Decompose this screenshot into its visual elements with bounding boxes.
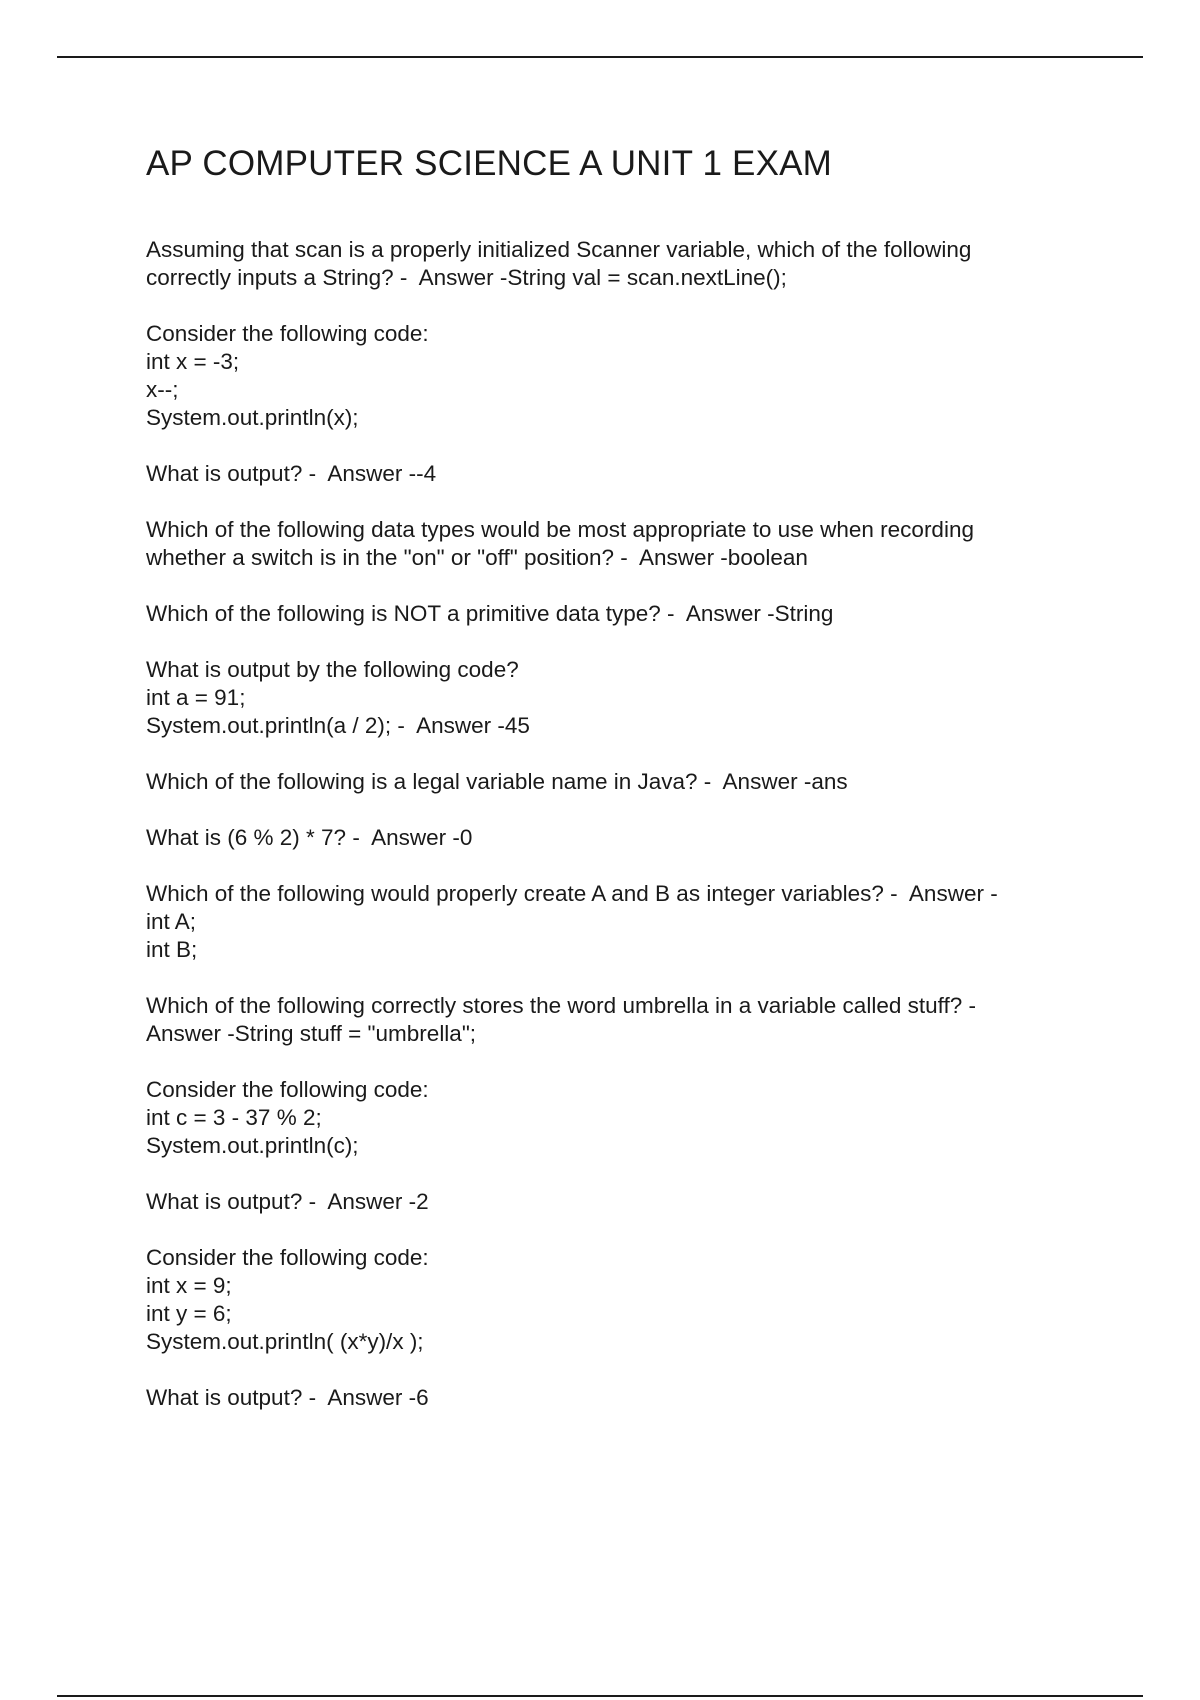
code-line: x--; [146,377,179,402]
text-line: Consider the following code: [146,1077,429,1102]
text-line: What is output? - Answer --4 [146,461,437,486]
text-line: What is output? - Answer -6 [146,1385,429,1410]
text-line: Which of the following is NOT a primitive data type? - Answer -String [146,601,834,626]
code-line: System.out.println( (x*y)/x ); [146,1329,424,1354]
qa-block-8 [146,824,1086,852]
qa-block-4 [146,516,1086,572]
code-line: System.out.println(c); [146,1133,359,1158]
top-rule [57,56,1143,58]
code-line: int x = -3; [146,349,240,374]
qa-block-3 [146,460,1086,488]
qa-block-5 [146,600,1086,628]
qa-block-7 [146,768,1086,796]
qa-block-10 [146,992,1086,1048]
text-line: Which of the following data types would be most appropriate to use when recording [146,517,974,542]
qa-block-13 [146,1244,1086,1356]
code-line: int B; [146,937,198,962]
qa-block-1 [146,236,1086,292]
text-line: whether a switch is in the "on" or "off" position? - Answer -boolean [146,545,808,570]
code-line: int y = 6; [146,1301,232,1326]
text-line: Assuming that scan is a properly initialized Scanner variable, which of the following [146,237,972,262]
code-line: System.out.println(a / 2); - Answer -45 [146,713,530,738]
qa-block-9 [146,880,1086,964]
qa-block-14 [146,1384,1086,1412]
document-body [146,142,1086,1412]
qa-block-11 [146,1076,1086,1160]
code-line: int A; [146,909,197,934]
text-line: correctly inputs a String? - Answer -String val = scan.nextLine(); [146,265,787,290]
code-line: int x = 9; [146,1273,232,1298]
text-line: Which of the following correctly stores the word umbrella in a variable called stuff? - [146,993,976,1018]
text-line: Answer -String stuff = "umbrella"; [146,1021,477,1046]
text-line: Consider the following code: [146,321,429,346]
code-line: int c = 3 - 37 % 2; [146,1105,322,1130]
qa-block-12 [146,1188,1086,1216]
document-title: AP COMPUTER SCIENCE A UNIT 1 EXAM [146,144,833,183]
text-line: Consider the following code: [146,1245,429,1270]
text-line: What is (6 % 2) * 7? - Answer -0 [146,825,473,850]
text-line: What is output by the following code? [146,657,519,682]
qa-block-2 [146,320,1086,432]
bottom-rule [57,1695,1143,1697]
code-line: System.out.println(x); [146,405,359,430]
code-line: int a = 91; [146,685,246,710]
text-line: Which of the following would properly create A and B as integer variables? - Answer - [146,881,998,906]
text-line: Which of the following is a legal variable name in Java? - Answer -ans [146,769,848,794]
text-line: What is output? - Answer -2 [146,1189,429,1214]
qa-block-6 [146,656,1086,740]
